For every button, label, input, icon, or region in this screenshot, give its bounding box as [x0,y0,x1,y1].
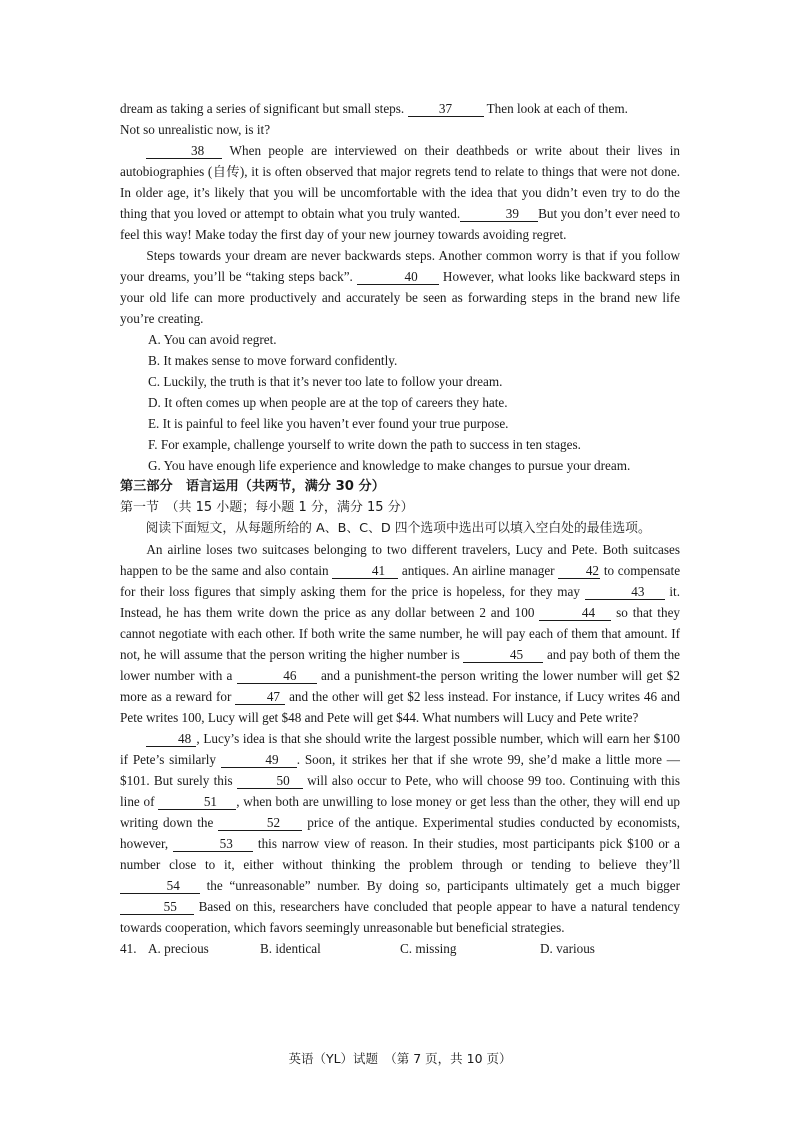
question-number: 41. [120,941,137,956]
blank-44: 44 [539,604,611,621]
blank-47: 47 [235,688,285,705]
blank-55: 55 [120,898,194,915]
cloze-instruction: 阅读下面短文，从每题所给的 A、B、C、D 四个选项中选出可以填入空白处的最佳选项。 [145,521,651,536]
blank-50: 50 [237,772,303,789]
passage-paragraph-2: 38 When people are interviewed on their deathbeds or write about their lives in autobiographies (自传), it is often observed that major regrets tend to relate to things that were not done. In older age, it’s likely that you will be uncomfortable with the idea that you didn’t even try to do the thing that you loved or attempt to obtain what you truly wanted. 39 But you don’t ever need to feel this way! Make today the first day of your new journey towards avoiding regret. [120,143,681,242]
option-d: D. It often comes up when people are at the top of careers they hate. [148,395,508,410]
option-a: A. You can avoid regret. [148,332,277,347]
cloze-paragraph-1: An airline loses two suitcases belonging to two different travelers, Lucy and Pete. Both suitcases happen to be the same and also contain 41 antiques. An airline manager 42 to compensate for their loss figures that simply asking them for the price is hopeless, for they may 43 it. Instead, he has them write down the price as any dollar between 2 and 100 44 so that they cannot negotiate with each other. If both write the same number, he will pay each of them that amount. If not, he will assume that the person writing the higher number is 45 and pay both of them the lower number with a 46 and a punishment-the person writing the lower number will get $2 more as a reward for 47 and the other will get $2 less instead. For instance, if Lucy writes 46 and Pete writes 100, Lucy will get $48 and Pete will get $44. What numbers will Lucy and Pete write? [120,542,681,725]
question-41 [120,938,680,959]
cloze-paragraph-2: 48 , Lucy’s idea is that she should write the largest possible number, which will earn her $100 if Pete’s similarly 49 . Soon, it strikes her that if she wrote 99, she’d make a little more — $101. But surely this 50 will also occur to Pete, who will choose 99 too. Continuing with this line of 51 , when both are unwilling to lose money or get less than the other, they will end up writing down the 52 price of the antique. Experimental studies conducted by economists, however, 53 this narrow view of reason. In their studies, most participants pick $100 or a number close to it, either without thinking the problem through or tending to believe they’ll 54 the “unreasonable” number. By doing so, participants ultimately get a much bigger 55 Based on this, researchers have concluded that people appear to have a natural tendency towards cooperation, which favors seemingly unreasonable but beneficial strategies. [120,731,681,935]
passage-paragraph-1: dream as taking a series of significant but small steps. 37 Then look at each of them. Not so unrealistic now, is it? [120,101,628,137]
choice-b: B. identical [260,941,321,956]
option-c: C. Luckily, the truth is that it’s never too late to follow your dream. [148,374,503,389]
blank-41: 41 [332,562,398,579]
blank-53: 53 [173,835,253,852]
blank-48: 48 [146,730,196,747]
blank-38: 38 [146,142,222,159]
option-e: E. It is painful to feel like you haven’t ever found your true purpose. [148,416,509,431]
blank-49: 49 [221,751,297,768]
option-g: G. You have enough life experience and knowledge to make changes to pursue your dream. [148,458,631,473]
option-list [120,329,680,476]
blank-42: 42 [558,562,600,579]
option-b: B. It makes sense to move forward confidently. [148,353,398,368]
exam-page [120,98,680,959]
part-3-heading: 第三部分 语言运用（共两节，满分 30 分） [120,479,385,494]
blank-40: 40 [357,268,439,285]
blank-51: 51 [158,793,236,810]
blank-43: 43 [585,583,665,600]
blank-52: 52 [218,814,302,831]
blank-46: 46 [237,667,317,684]
blank-45: 45 [463,646,543,663]
blank-39: 39 [460,205,538,222]
blank-37: 37 [408,100,484,117]
choice-c: C. missing [400,941,457,956]
page-footer: 英语（YL）试题 （第 7 页，共 10 页） [288,1051,512,1066]
choice-a: A. precious [148,941,209,956]
option-f: F. For example, challenge yourself to write down the path to success in ten stages. [148,437,581,452]
choice-d: D. various [540,941,595,956]
passage-paragraph-3: Steps towards your dream are never backwards steps. Another common worry is that if you follow your dreams, you’ll be “taking steps back”. 40 However, what looks like backward steps in your old life can more productively and accurately be seen as forwarding steps in the brand new life you’re creating. [120,248,681,326]
blank-54: 54 [120,877,200,894]
section-1-heading: 第一节 （共 15 小题；每小题 1 分，满分 15 分） [120,500,414,515]
